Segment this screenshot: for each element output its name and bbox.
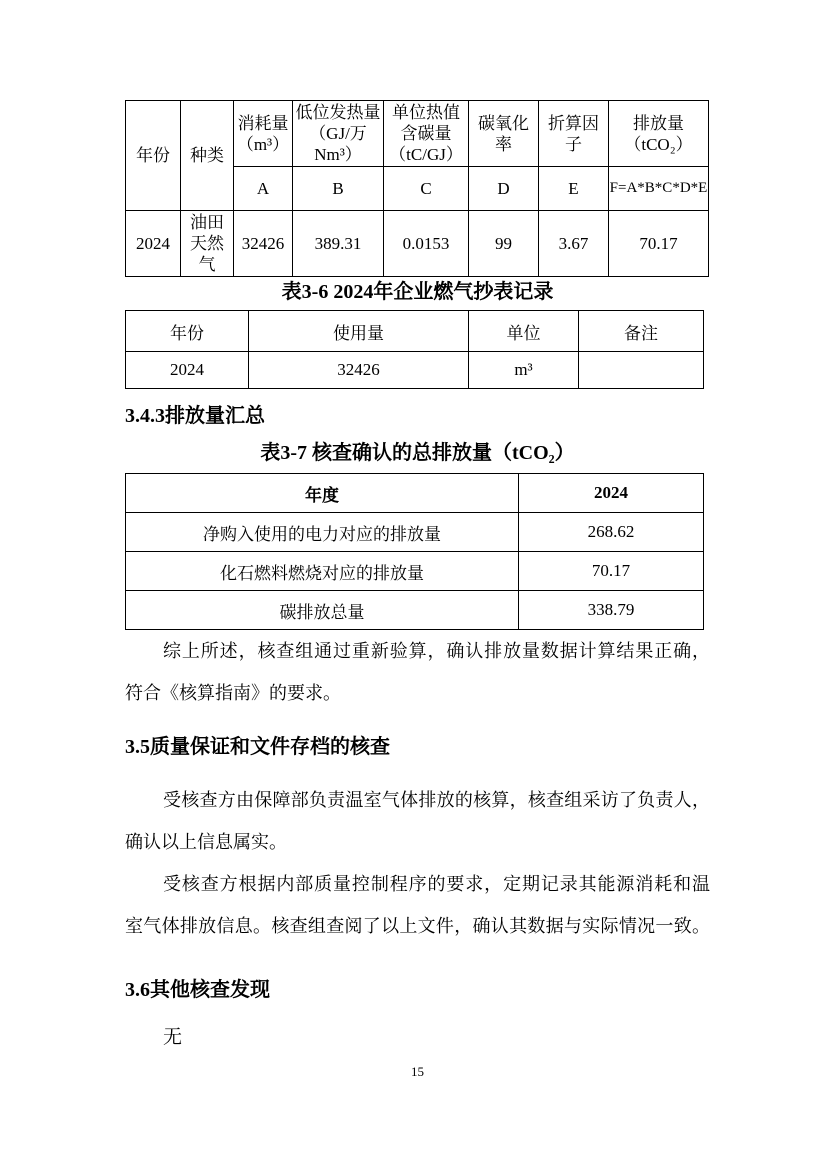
summary-col-2024: 2024 bbox=[519, 474, 704, 513]
section-heading-3-4-3: 3.4.3排放量汇总 bbox=[125, 405, 265, 427]
summary-col-year: 年度 bbox=[126, 474, 519, 513]
gas-col-usage: 使用量 bbox=[249, 311, 469, 352]
gas-usage-value: 32426 bbox=[249, 352, 469, 389]
formula-cell-d: D bbox=[469, 167, 539, 211]
fuel-col-conversion-factor: 折算因子 bbox=[539, 101, 609, 167]
total-emission-value: 338.79 bbox=[519, 591, 704, 630]
other-findings-none: 无 bbox=[163, 1027, 183, 1048]
summary-row-fossil-fuel bbox=[126, 552, 704, 591]
gas-unit-value: m³ bbox=[469, 352, 579, 389]
fuel-col-ncv: 低位发热量（GJ/万Nm³） bbox=[293, 101, 384, 167]
conclusion-line-2: 符合《核算指南》的要求。 bbox=[125, 683, 341, 703]
fuel-carbon-content-value: 0.0153 bbox=[384, 211, 469, 277]
gas-table-header-row bbox=[126, 311, 704, 352]
fuel-col-consumption: 消耗量（m³） bbox=[234, 101, 293, 167]
section-heading-3-5: 3.5质量保证和文件存档的核查 bbox=[125, 736, 390, 758]
fuel-col-oxidation-rate: 碳氧化率 bbox=[469, 101, 539, 167]
fuel-emission-value: 70.17 bbox=[609, 211, 709, 277]
gas-table-caption: 表3-6 2024年企业燃气抄表记录 bbox=[281, 281, 554, 303]
fuel-col-type: 种类 bbox=[181, 101, 234, 211]
formula-cell-b: B bbox=[293, 167, 384, 211]
summary-row-electricity bbox=[126, 513, 704, 552]
fossil-emission-value: 70.17 bbox=[519, 552, 704, 591]
summary-row-total bbox=[126, 591, 704, 630]
gas-col-remark: 备注 bbox=[579, 311, 704, 352]
summary-table-header-row bbox=[126, 474, 704, 513]
fuel-type-value: 油田天然气 bbox=[181, 211, 234, 277]
gas-col-year: 年份 bbox=[126, 311, 249, 352]
fuel-emission-table bbox=[125, 100, 709, 277]
formula-cell-c: C bbox=[384, 167, 469, 211]
formula-cell-f: F=A*B*C*D*E bbox=[609, 167, 709, 211]
fuel-col-year: 年份 bbox=[126, 101, 181, 211]
gas-col-unit: 单位 bbox=[469, 311, 579, 352]
qa1-line-1: 受核查方由保障部负责温室气体排放的核算，核查组采访了负责人， bbox=[163, 790, 710, 810]
gas-table-data-row bbox=[126, 352, 704, 389]
formula-cell-a: A bbox=[234, 167, 293, 211]
conclusion-line-1: 综上所述，核查组通过重新验算，确认排放量数据计算结果正确， bbox=[163, 641, 710, 661]
electricity-emission-label: 净购入使用的电力对应的排放量 bbox=[126, 513, 519, 552]
gas-remark-value bbox=[579, 352, 704, 389]
summary-table-caption: 表3-7 核查确认的总排放量（tCO₂） bbox=[260, 442, 575, 464]
formula-cell-e: E bbox=[539, 167, 609, 211]
electricity-emission-value: 268.62 bbox=[519, 513, 704, 552]
fuel-col-emission: 排放量（tCO₂） bbox=[609, 101, 709, 167]
qa-paragraph-2 bbox=[125, 863, 710, 947]
fossil-emission-label: 化石燃料燃烧对应的排放量 bbox=[126, 552, 519, 591]
emission-summary-table bbox=[125, 473, 704, 630]
gas-meter-table bbox=[125, 310, 704, 389]
fuel-ncv-value: 389.31 bbox=[293, 211, 384, 277]
conclusion-paragraph bbox=[125, 630, 710, 714]
qa-paragraph-1 bbox=[125, 779, 710, 863]
fuel-oxidation-value: 99 bbox=[469, 211, 539, 277]
fuel-col-carbon-content: 单位热值含碳量（tC/GJ） bbox=[384, 101, 469, 167]
section-heading-3-6: 3.6其他核查发现 bbox=[125, 979, 270, 1001]
page-number: 15 bbox=[411, 1064, 424, 1079]
gas-year-value: 2024 bbox=[126, 352, 249, 389]
fuel-table-data-row bbox=[126, 211, 709, 277]
fuel-consumption-value: 32426 bbox=[234, 211, 293, 277]
qa1-line-2: 确认以上信息属实。 bbox=[125, 832, 287, 852]
fuel-table-header-row bbox=[126, 101, 709, 167]
fuel-factor-value: 3.67 bbox=[539, 211, 609, 277]
total-emission-label: 碳排放总量 bbox=[126, 591, 519, 630]
page-content bbox=[125, 100, 710, 1080]
qa2-line-2: 室气体排放信息。核查组查阅了以上文件，确认其数据与实际情况一致。 bbox=[125, 916, 710, 936]
qa2-line-1: 受核查方根据内部质量控制程序的要求，定期记录其能源消耗和温 bbox=[163, 874, 710, 894]
fuel-year-value: 2024 bbox=[126, 211, 181, 277]
